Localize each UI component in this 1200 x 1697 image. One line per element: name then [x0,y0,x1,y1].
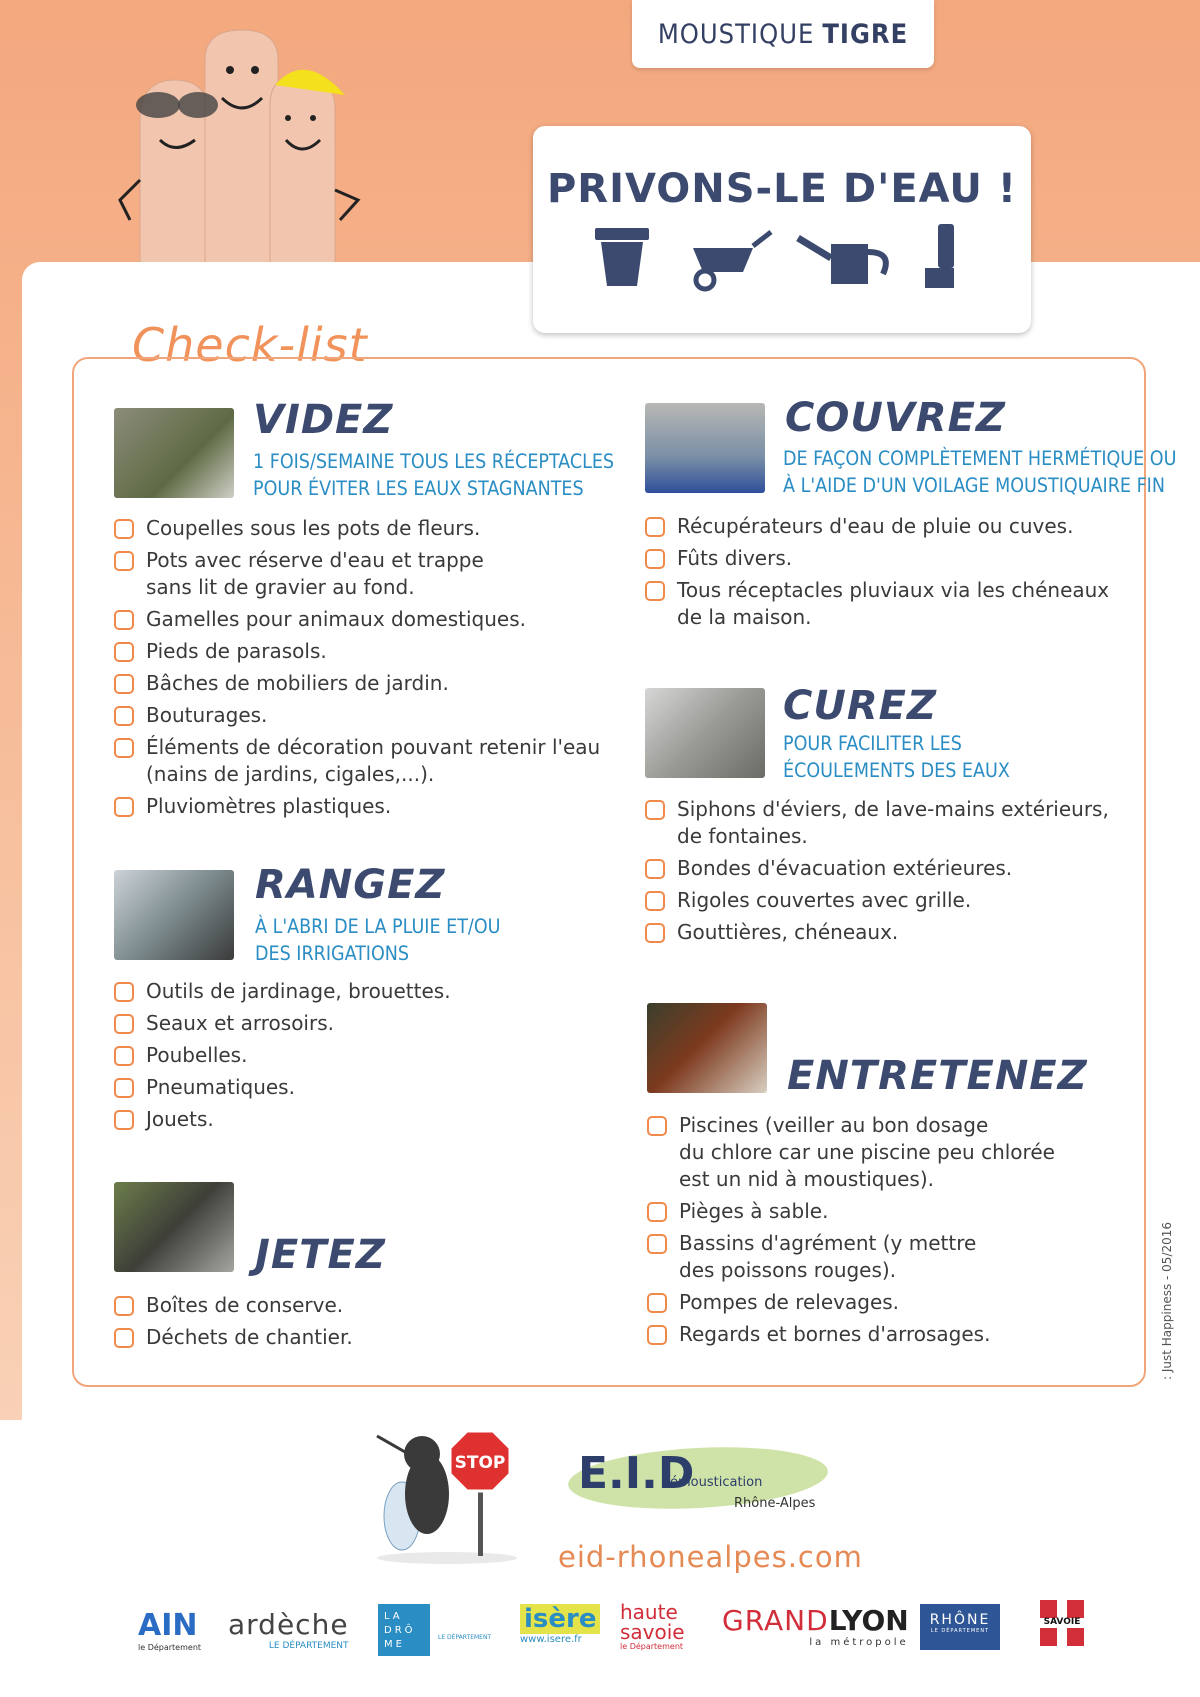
checklist-item-label: Éléments de décoration pouvant retenir l'eau (nains de jardins, cigales,...). [146,735,601,786]
savoie-logo: SAVOIE [1040,1600,1084,1646]
tab-bold: TIGRE [822,18,909,50]
checklist-item-label: Coupelles sous les pots de fleurs. [146,516,481,540]
flower-pot-icon [595,228,649,286]
couvrez-subtitle-2: À L'AIDE D'UN VOILAGE MOUSTIQUAIRE FIN [783,474,1165,497]
checklist-item-label: Rigoles couvertes avec grille. [677,888,972,912]
checklist-item-label: Outils de jardinage, brouettes. [146,979,451,1003]
checklist-item [645,855,1145,882]
couvrez-photo [645,403,765,493]
checklist-item-label: Gamelles pour animaux domestiques. [146,607,527,631]
checkbox[interactable] [645,517,665,537]
couvrez-list [645,513,1145,636]
banner [533,126,1031,333]
videz-title: VIDEZ [253,397,394,443]
checklist-item-label: Jouets. [146,1107,214,1131]
checklist-item [645,796,1145,850]
checkbox[interactable] [114,1078,134,1098]
checklist-item-label: Pompes de relevages. [679,1290,900,1314]
checklist-item [645,577,1145,631]
curez-list [645,796,1145,951]
checkbox[interactable] [114,1110,134,1130]
watering-can-icon [798,238,886,284]
checklist-item-label: Tous réceptacles pluviaux via les chéneaux de la maison. [677,578,1110,629]
checklist-title: Check-list [132,318,368,372]
videz-list [114,515,634,825]
checklist-item [647,1289,1147,1316]
rangez-subtitle-1: À L'ABRI DE LA PLUIE ET/OU [255,915,501,938]
checklist-item [114,1106,594,1133]
checklist-item-label: Poubelles. [146,1043,248,1067]
wheelbarrow-icon [693,232,771,289]
checkbox[interactable] [645,800,665,820]
jetez-list [114,1292,594,1356]
checkbox[interactable] [114,1328,134,1348]
checklist-item [114,978,594,1005]
curez-subtitle-1: POUR FACILITER LES [783,732,962,755]
checklist-item [114,734,634,788]
checkbox[interactable] [114,738,134,758]
jetez-photo [114,1182,234,1272]
checklist-item [114,1042,594,1069]
videz-subtitle-2: POUR ÉVITER LES EAUX STAGNANTES [253,477,584,500]
mosquito-stop-illustration [372,1416,522,1566]
rangez-list [114,978,594,1138]
checklist-item [114,1292,594,1319]
checklist-item [647,1321,1147,1348]
checklist-item-label: Piscines (veiller au bon dosage du chlore car une piscine peu chlorée est un nid à moustiques). [679,1113,1055,1191]
eid-subtitle: émoustication [670,1475,763,1490]
haute-savoie-logo: haute savoie le Département [620,1600,685,1651]
checkbox[interactable] [114,1014,134,1034]
checklist-item [114,547,634,601]
eid-logo [568,1418,838,1538]
checkbox[interactable] [114,1046,134,1066]
stop-sign-text: STOP [454,1453,506,1473]
checklist-item-label: Regards et bornes d'arrosages. [679,1322,991,1346]
checklist-item-label: Boîtes de conserve. [146,1293,344,1317]
checkbox[interactable] [114,551,134,571]
checklist-item [114,670,634,697]
videz-photo [114,408,234,498]
checklist-item-label: Bouturages. [146,703,268,727]
checkbox[interactable] [647,1293,667,1313]
checklist-item [645,919,1145,946]
couvrez-title: COUVREZ [785,395,1006,441]
checkbox[interactable] [645,923,665,943]
checklist-item-label: Récupérateurs d'eau de pluie ou cuves. [677,514,1074,538]
smiling-fingers-illustration [110,10,410,270]
checklist-item-label: Seaux et arrosoirs. [146,1011,334,1035]
entretenez-photo [647,1003,767,1093]
checkbox[interactable] [114,519,134,539]
checklist-item-label: Déchets de chantier. [146,1325,353,1349]
ardeche-logo: ardèche LE DÉPARTEMENT [228,1608,349,1651]
tab-prefix: MOUSTIQUE [657,18,815,50]
top-tab [632,0,934,68]
videz-subtitle-1: 1 FOIS/SEMAINE TOUS LES RÉCEPTACLES [253,450,615,473]
checklist-item [114,515,634,542]
checklist-item [114,1324,594,1351]
banner-title: PRIVONS-LE D'EAU ! [546,166,1018,212]
checklist-item [114,1074,594,1101]
checklist-item [645,887,1145,914]
checklist-item-label: Pieds de parasols. [146,639,327,663]
checklist-item-label: Fûts divers. [677,546,793,570]
checklist-item-label: Siphons d'éviers, de lave-mains extérieurs, de fontaines. [677,797,1109,848]
checkbox[interactable] [114,797,134,817]
website-url[interactable]: eid-rhonealpes.com [558,1540,863,1574]
entretenez-list [647,1112,1147,1353]
credit-text: : Just Happiness - 05/2016 [1160,1221,1174,1380]
rangez-photo [114,870,234,960]
checkbox[interactable] [114,674,134,694]
grandlyon-logo: GRANDLYON la métropole [722,1604,909,1648]
checkbox[interactable] [647,1202,667,1222]
rhone-logo: RHÔNE LE DÉPARTEMENT [920,1604,1000,1650]
entretenez-title: ENTRETENEZ [787,1053,1088,1099]
checklist-item-label: Bâches de mobiliers de jardin. [146,671,449,695]
checkbox[interactable] [647,1234,667,1254]
curez-title: CUREZ [783,683,937,729]
checklist-item [645,545,1145,572]
checklist-item-label: Pneumatiques. [146,1075,295,1099]
ain-logo: AIN le Département [138,1608,202,1652]
checkbox[interactable] [114,642,134,662]
checklist-item-label: Pièges à sable. [679,1199,829,1223]
curez-subtitle-2: ÉCOULEMENTS DES EAUX [783,759,1010,782]
checkbox[interactable] [114,982,134,1002]
checkbox[interactable] [114,706,134,726]
checkbox[interactable] [647,1116,667,1136]
checkbox[interactable] [114,610,134,630]
checkbox[interactable] [645,581,665,601]
drome-subtitle: LE DÉPARTEMENT [438,1634,492,1641]
drome-logo: LA DRÔ ME [378,1604,430,1656]
banner-icons [593,224,973,294]
checklist-item [114,702,634,729]
checklist-item [114,606,634,633]
checkbox[interactable] [647,1325,667,1345]
curez-photo [645,688,765,778]
checklist-item [114,638,634,665]
checklist-item [114,1010,594,1037]
checkbox[interactable] [645,859,665,879]
couvrez-subtitle-1: DE FAÇON COMPLÈTEMENT HERMÉTIQUE OU [783,447,1177,470]
isere-logo: isère www.isere.fr [520,1604,600,1645]
downpipe-icon [925,224,954,288]
checklist-item [647,1112,1147,1193]
checklist-item [647,1198,1147,1225]
checklist-item-label: Bondes d'évacuation extérieures. [677,856,1013,880]
eid-region: Rhône-Alpes [734,1496,816,1511]
checkbox[interactable] [645,891,665,911]
checklist-item-label: Gouttières, chéneaux. [677,920,899,944]
eid-letters: E.I.D [578,1448,695,1499]
checklist-item-label: Pluviomètres plastiques. [146,794,392,818]
checklist-item-label: Pots avec réserve d'eau et trappe sans lit de gravier au fond. [146,548,484,599]
rangez-subtitle-2: DES IRRIGATIONS [255,942,410,965]
checklist-item [647,1230,1147,1284]
partner-logos [120,1596,1100,1666]
checklist-item-label: Bassins d'agrément (y mettre des poissons rouges). [679,1231,977,1282]
jetez-title: JETEZ [255,1232,386,1278]
checklist-item [645,513,1145,540]
checkbox[interactable] [114,1296,134,1316]
checkbox[interactable] [645,549,665,569]
checklist-item [114,793,634,820]
rangez-title: RANGEZ [255,862,446,908]
